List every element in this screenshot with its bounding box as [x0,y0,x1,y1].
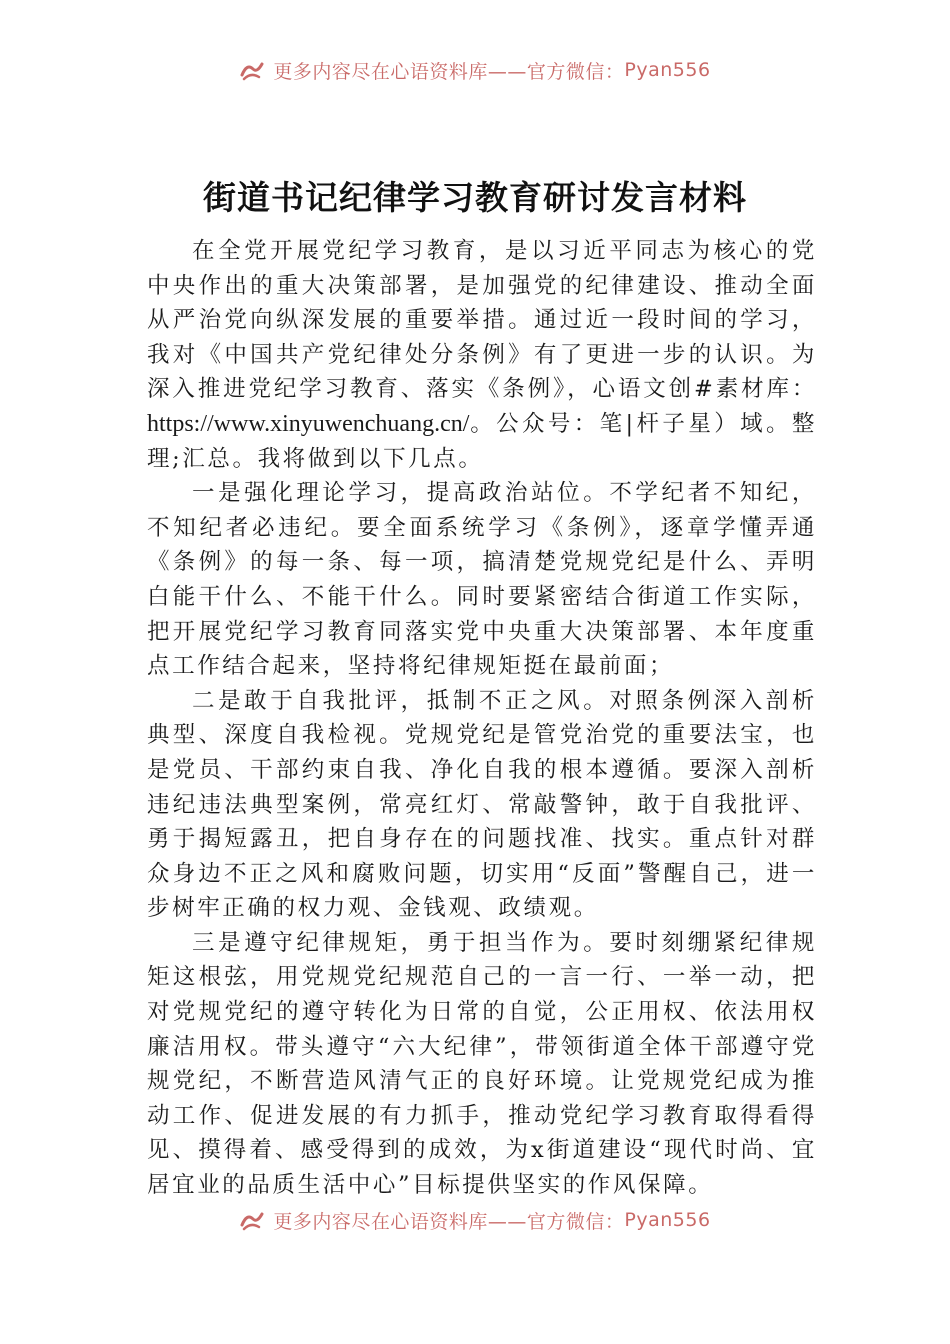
paragraph-point-3: 三是遵守纪律规矩，勇于担当作为。要时刻绷紧纪律规矩这根弦，用党规党纪规范自己的一言一行、一举一动，把对党规党纪的遵守转化为日常的自觉，公正用权、依法用权廉洁用权。带头遵守“六大纪律”，带领街道全体干部遵守党规党纪，不断营造风清气正的良好环境。让党规党纪成为推动工作、促进发展的有力抓手，推动党纪学习教育取得看得见、摸得着、感受得到的成效，为x街道建设“现代时尚、宜居宜业的品质生活中心”目标提供坚实的作风保障。 [147,929,817,1199]
watermark-handle: Pyan556 [624,1209,711,1231]
paragraph-point-1: 一是强化理论学习，提高政治站位。不学纪者不知纪，不知纪者必违纪。要全面系统学习《条例》，逐章学懂弄通《条例》的每一条、每一项，搞清楚党规党纪是什么、弄明白能干什么、不能干什么。同时要紧密结合街道工作实际，把开展党纪学习教育同落实党中央重大决策部署、本年度重点工作结合起来，坚持将纪律规矩挺在最前面； [147,480,817,680]
document-body [147,234,817,1203]
intro-text-a: 在全党开展党纪学习教育，是以习近平同志为核心的党中央作出的重大决策部署，是加强党的纪律建设、推动全面从严治党向纵深发展的重要举措。通过近一段时间的学习，我对《中国共产党纪律处分条例》有了更进一步的认识。为深入推进党纪学习教育、落实《条例》，心语文创#素材库： [147,238,817,403]
watermark-text: 更多内容尽在心语资料库——官方微信： [273,60,625,83]
paragraph-point-2: 二是敢于自我批评，抵制不正之风。对照条例深入剖析典型、深度自我检视。党规党纪是管党治党的重要法宝，也是党员、干部约束自我、净化自我的根本遵循。要深入剖析违纪违法典型案例，常亮红灯、常敲警钟，敢于自我批评、勇于揭短露丑，把自身存在的问题找准、找实。重点针对群众身边不正之风和腐败问题，切实用“反面”警醒自己，进一步树牢正确的权力观、金钱观、政绩观。 [147,687,817,922]
logo-icon [239,1209,265,1231]
document-title: 街道书记纪律学习教育研讨发言材料 [203,178,747,217]
watermark-banner-top [0,54,950,86]
watermark-handle: Pyan556 [624,59,711,81]
intro-url: https://www.xinyuwenchuang.cn/ [147,410,470,437]
watermark-banner-bottom [0,1204,950,1236]
intro-text-b: 。公众号：笔|杆子星）域。整理;汇总。我将做到以下几点。 [147,410,817,472]
paragraph-intro [147,234,817,476]
logo-icon [239,59,265,81]
watermark-text: 更多内容尽在心语资料库——官方微信： [273,1210,625,1233]
